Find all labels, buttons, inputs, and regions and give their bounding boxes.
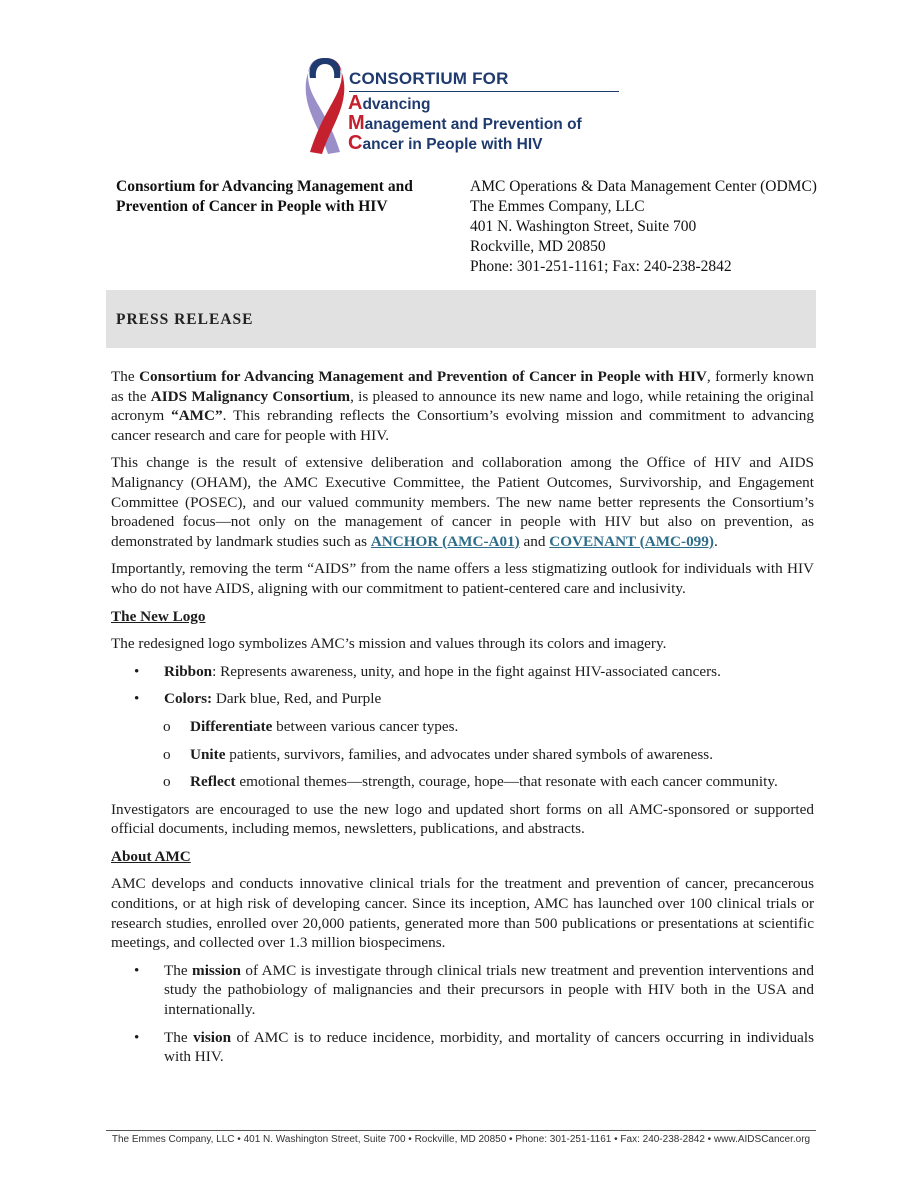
bullet-icon: • <box>134 690 140 708</box>
footer-contact-line: The Emmes Company, LLC • 401 N. Washington Street, Suite 700 • Rockville, MD 20850 • Phone: 301-251-1161 • Fax: 240-238-2842 • www.AIDSCancer.org <box>111 1134 811 1145</box>
logo-row-cancer: Cancer in People with HIV <box>348 132 543 154</box>
ribbon-icon <box>300 54 350 156</box>
logo-consortium-for: CONSORTIUM FOR <box>349 69 509 88</box>
logo-row-management: Management and Prevention of <box>348 112 582 134</box>
odmc-address-block <box>470 177 817 277</box>
bullet-colors: • Colors: Dark blue, Red, and Purple <box>134 690 382 708</box>
amc-logo <box>300 54 630 156</box>
bullet-icon: • <box>134 961 140 979</box>
sub-bullet-icon: o <box>163 773 171 791</box>
press-release-body <box>111 367 814 1075</box>
org-name-heading: Consortium for Advancing Management and Prevention of Cancer in People with HIV <box>116 178 413 215</box>
paragraph-deliberation: This change is the result of extensive deliberation and collaboration among the Office of HIV and AIDS Malignancy (OHAM), the AMC Executive Committee, the Patient Outcomes, Survivorship, and Engagement Committee (POSEC), and our valued community members. The new name better represents the Consortium’s broadened focus—not only on the management of cancer in people with HIV but also on prevention, as demonstrated by landmark studies such as ANCHOR (AMC-A01) and COVENANT (AMC-099). <box>111 454 814 550</box>
heading-new-logo: The New Logo <box>111 607 206 625</box>
address-line-street: 401 N. Washington Street, Suite 700 <box>470 218 697 235</box>
covenant-study-link[interactable]: COVENANT (AMC-099) <box>549 532 714 550</box>
press-release-band <box>106 290 816 348</box>
sub-bullet-differentiate: o Differentiate between various cancer types. <box>163 717 459 735</box>
address-line-odmc: AMC Operations & Data Management Center (ODMC) <box>470 178 817 195</box>
press-release-title: PRESS RELEASE <box>116 311 254 328</box>
sub-bullet-icon: o <box>163 745 171 763</box>
sub-bullet-icon: o <box>163 717 171 735</box>
bullet-icon: • <box>134 662 140 680</box>
bullet-icon: • <box>134 1028 140 1046</box>
logo-row-advancing: Advancing <box>348 92 431 114</box>
paragraph-intro: The Consortium for Advancing Management and Prevention of Cancer in People with HIV, formerly known as the AIDS Malignancy Consortium, is pleased to announce its new name and logo, while retaining the original acronym “AMC”. This rebranding reflects the Consortium’s evolving mission and commitment to advancing cancer research and care for people with HIV. <box>111 368 814 444</box>
heading-about-amc: About AMC <box>111 847 191 865</box>
address-line-company: The Emmes Company, LLC <box>470 198 645 215</box>
address-line-city: Rockville, MD 20850 <box>470 238 606 255</box>
paragraph-investigators: Investigators are encouraged to use the new logo and updated short forms on all AMC-sponsored or supported official documents, including memos, newsletters, publications, and abstracts. <box>111 800 814 838</box>
bullet-mission: • The mission of AMC is investigate through clinical trials new treatment and prevention interventions and study the pathobiology of malignancies and their precursors in people with HIV both in the USA and internationally. <box>134 961 814 1019</box>
anchor-study-link[interactable]: ANCHOR (AMC-A01) <box>370 532 520 550</box>
paragraph-about: AMC develops and conducts innovative clinical trials for the treatment and prevention of cancer, precancerous conditions, or at high risk of developing cancer. Since its inception, AMC has launched over 100 clinical trials or research studies, enrolled over 20,000 patients, generated more than 500 publications or presentations at scientific meetings, and collected over 1.3 million biospecimens. <box>111 875 814 952</box>
address-line-phone: Phone: 301-251-1161; Fax: 240-238-2842 <box>470 258 732 275</box>
bullet-ribbon: • Ribbon: Represents awareness, unity, and hope in the fight against HIV-associated cancers. <box>134 662 721 680</box>
paragraph-logo-intro: The redesigned logo symbolizes AMC’s mission and values through its colors and imagery. <box>111 635 667 653</box>
bullet-vision: • The vision of AMC is to reduce incidence, morbidity, and mortality of cancers occurring in individuals with HIV. <box>134 1028 814 1066</box>
sub-bullet-reflect: o Reflect emotional themes—strength, courage, hope—that resonate with each cancer community. <box>163 773 778 791</box>
paragraph-stigma: Importantly, removing the term “AIDS” from the name offers a less stigmatizing outlook for individuals with HIV who do not have AIDS, aligning with our commitment to patient-centered care and inclusivity. <box>111 560 814 597</box>
footer-divider <box>106 1130 816 1131</box>
sub-bullet-unite: o Unite patients, survivors, families, and advocates under shared symbols of awareness. <box>163 745 713 763</box>
